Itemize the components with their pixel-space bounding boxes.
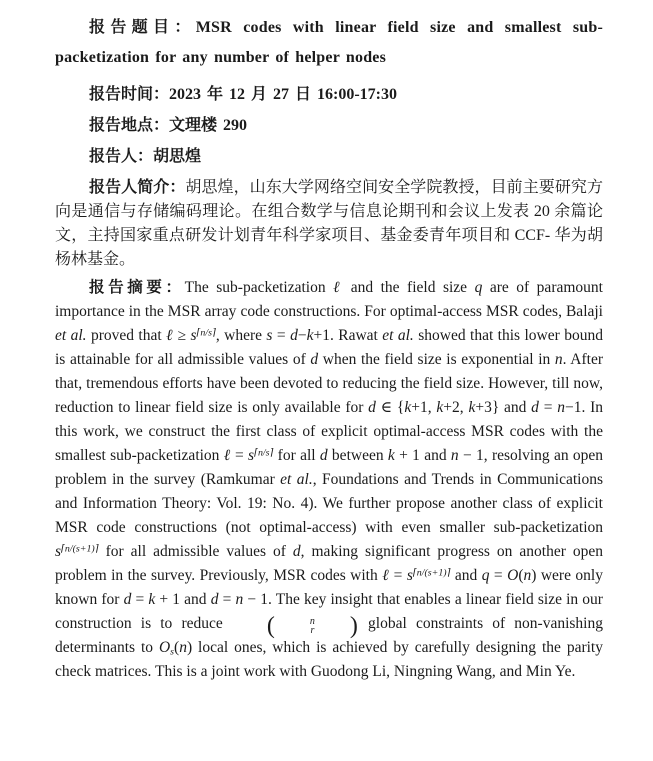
text-segment: (: [174, 639, 180, 656]
text-segment: − 1. The key insight that enables a linear field size in our construction is to reduce: [55, 591, 603, 632]
text-segment: =: [538, 399, 558, 416]
text-segment: are of paramount importance in the MSR array code constructions. For optimal-access MSR codes, Balaji: [55, 279, 603, 320]
report-title-label: 报告题目：: [89, 19, 196, 36]
abstract: [55, 276, 603, 684]
text-segment: for all admissible values of: [98, 543, 293, 560]
text-segment: d: [210, 591, 219, 608]
text-segment: d: [123, 591, 132, 608]
text-segment: =: [489, 567, 508, 584]
text-segment: d: [368, 399, 376, 416]
text-segment: O: [158, 639, 171, 656]
text-segment: d: [292, 543, 301, 560]
text-segment: showed that this lower bound is attainable for all admissible values of: [55, 327, 603, 368]
text-segment: s: [55, 543, 62, 560]
text-segment: − 1, resolving an open problem in the survey (Ramkumar: [55, 447, 604, 488]
report-location: [55, 114, 603, 138]
text-segment: =: [389, 567, 407, 584]
text-segment: k: [387, 447, 395, 464]
text-segment: ⌈n/s⌉: [196, 327, 216, 339]
text-segment: k: [306, 327, 314, 344]
report-speaker-value: 胡思煌: [153, 148, 202, 165]
text-segment: + 1 and: [394, 447, 451, 464]
text-segment: et al.: [55, 327, 87, 344]
report-title-text: MSR codes with linear field size and smallest sub-packetization for any number of helper nodes: [55, 19, 603, 66]
text-segment: ℓ: [333, 279, 344, 296]
report-time: [55, 83, 603, 107]
text-segment: n: [235, 591, 244, 608]
report-speaker: [55, 145, 603, 169]
report-title: [55, 13, 603, 73]
text-segment: + 1 and: [155, 591, 211, 608]
text-segment: =: [272, 327, 291, 344]
text-segment: et al.: [382, 327, 414, 344]
text-segment: s: [248, 447, 255, 464]
text-segment: =: [230, 447, 249, 464]
text-segment: s: [190, 327, 197, 344]
text-segment: when the field size is exponential in: [318, 351, 555, 368]
text-segment: n: [554, 351, 563, 368]
text-segment: k: [148, 591, 156, 608]
text-segment: (: [518, 567, 524, 584]
report-time-value: 2023 年 12 月 27 日 16:00-17:30: [169, 86, 398, 103]
text-segment: q: [474, 279, 483, 296]
report-time-label: 报告时间：: [89, 86, 170, 103]
text-segment: ⌈n/(s+1)⌉: [61, 543, 99, 555]
speaker-bio-label: 报告人简介：: [89, 179, 186, 196]
text-segment: ≥: [173, 327, 191, 344]
text-segment: n: [179, 639, 187, 656]
text-segment: O: [507, 567, 519, 584]
report-location-value: 文理楼 290: [169, 117, 248, 134]
text-segment: −1. In this work, we construct the first class of explicit optimal-access MSR codes with the smallest sub-packetization: [55, 399, 603, 464]
speaker-bio-text: 胡思煌，山东大学网络空间安全学院教授，目前主要研究方向是通信与存储编码理论。在组合数学与信息论期刊和会议上发表 20 余篇论文，主持国家重点研发计划青年科学家项目、基金委青年项目和 CCF- 华为胡杨林基金。: [55, 179, 603, 268]
text-segment: ) local ones, which is achieved by carefully designing the parity check matrices. This is a joint work with Guodong Li, Ningning Wang, and Min Ye.: [55, 639, 603, 680]
text-segment: q: [481, 567, 490, 584]
text-segment: k: [404, 399, 412, 416]
text-segment: , making significant progress on another open problem in the survey. Previously, MSR codes with: [55, 543, 603, 584]
abstract-label: 报告摘要：: [89, 279, 185, 296]
text-segment: d: [531, 399, 539, 416]
text-segment: k: [468, 399, 476, 416]
text-segment: d: [290, 327, 298, 344]
text-segment: s: [170, 646, 175, 658]
text-segment: , where: [215, 327, 267, 344]
text-segment: n: [523, 567, 532, 584]
text-segment: ℓ: [166, 327, 174, 344]
text-segment: between: [327, 447, 388, 464]
text-segment: +3} and: [475, 399, 532, 416]
text-segment: d: [310, 351, 319, 368]
text-segment: s: [266, 327, 273, 344]
text-segment: ⌈n/s⌉: [254, 447, 274, 459]
text-segment: ⌈n/(s+1)⌉: [412, 567, 451, 579]
text-segment: n: [557, 399, 565, 416]
text-segment: ℓ: [382, 567, 390, 584]
text-segment: +2,: [443, 399, 469, 416]
binomial-coefficient: ( n r ): [266, 613, 358, 639]
text-segment: global constraints of non-vanishing determinants to: [55, 615, 603, 656]
text-segment: for all: [273, 447, 320, 464]
report-speaker-label: 报告人：: [89, 148, 154, 165]
text-segment: proved that: [86, 327, 167, 344]
text-segment: ℓ: [223, 447, 231, 464]
text-segment: s: [406, 567, 413, 584]
text-segment: and the field size: [343, 279, 475, 296]
text-segment: k: [436, 399, 444, 416]
text-segment: The sub-packetization: [184, 279, 334, 296]
text-segment: =: [131, 591, 149, 608]
report-location-label: 报告地点：: [89, 117, 170, 134]
text-segment: =: [218, 591, 236, 608]
text-segment: . After that, tremendous efforts have been devoted to reducing the field size. However, till now, reduction to linear field size is only available for: [55, 351, 603, 416]
text-segment: +1,: [411, 399, 437, 416]
text-segment: et al.: [280, 471, 313, 488]
text-segment: d: [319, 447, 328, 464]
text-segment: , Foundations and Trends in Communications and Information Theory: Vol. 19: No. 4). We further propose another class of explicit MSR code constructions (not optimal-access) with even smaller sub-packetization: [55, 471, 603, 536]
text-segment: +1. Rawat: [313, 327, 383, 344]
text-segment: and: [450, 567, 482, 584]
text-segment: ∈ {: [375, 399, 405, 416]
abstract-text: [55, 279, 603, 680]
text-segment: −: [297, 327, 307, 344]
speaker-bio: [55, 176, 603, 272]
text-segment: n: [450, 447, 459, 464]
text-segment: ) were only known for: [55, 567, 603, 608]
